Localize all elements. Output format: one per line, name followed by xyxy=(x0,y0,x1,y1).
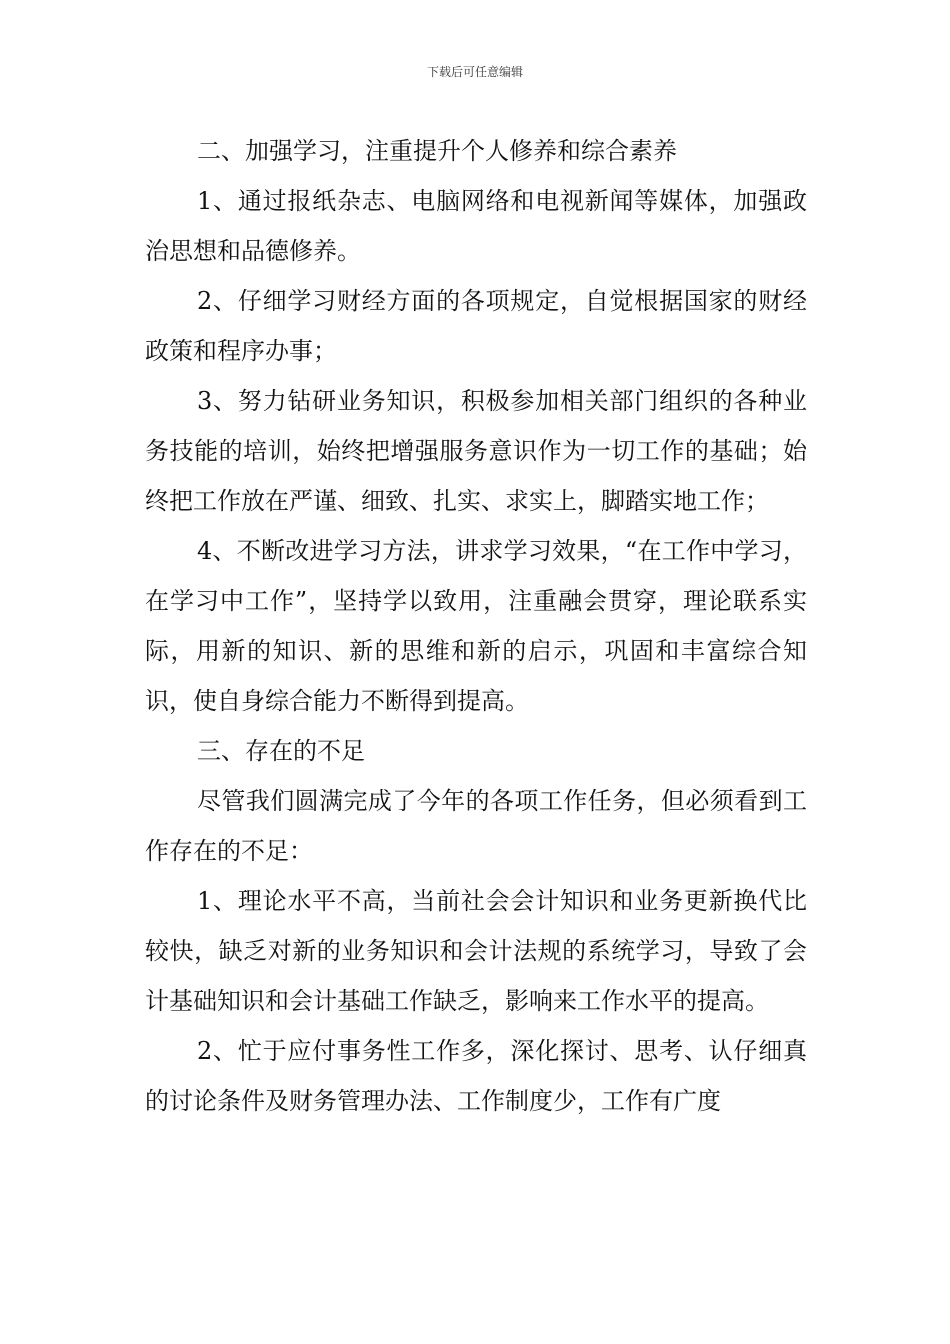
section-heading-shortcomings: 三、存在的不足 xyxy=(197,737,365,765)
document-body xyxy=(145,126,807,1126)
page-header: 下载后可任意编辑 xyxy=(426,65,523,79)
paragraph-item-1: 1、通过报纸杂志、电脑网络和电视新闻等媒体，加强政治思想和品德修养。 xyxy=(145,187,807,265)
paragraph-item-4: 4、不断改进学习方法，讲求学习效果，“在工作中学习，在学习中工作”，坚持学以致用，注重融会贯穿，理论联系实际，用新的知识、新的思维和新的启示，巩固和丰富综合知识，使自身综合能力不断得到提高。 xyxy=(145,537,807,715)
paragraph-intro-shortcomings: 尽管我们圆满完成了今年的各项工作任务，但必须看到工作存在的不足： xyxy=(145,787,807,865)
paragraph-item-2: 2、仔细学习财经方面的各项规定，自觉根据国家的财经政策和程序办事； xyxy=(145,287,807,365)
section-heading-study: 二、加强学习，注重提升个人修养和综合素养 xyxy=(197,137,677,165)
paragraph-item-3: 3、努力钻研业务知识，积极参加相关部门组织的各种业务技能的培训，始终把增强服务意识作为一切工作的基础；始终把工作放在严谨、细致、扎实、求实上，脚踏实地工作； xyxy=(145,387,807,515)
paragraph-shortcoming-1: 1、理论水平不高，当前社会会计知识和业务更新换代比较快，缺乏对新的业务知识和会计法规的系统学习，导致了会计基础知识和会计基础工作缺乏，影响来工作水平的提高。 xyxy=(145,887,807,1015)
paragraph-shortcoming-2: 2、忙于应付事务性工作多，深化探讨、思考、认仔细真的讨论条件及财务管理办法、工作制度少，工作有广度 xyxy=(145,1037,807,1115)
